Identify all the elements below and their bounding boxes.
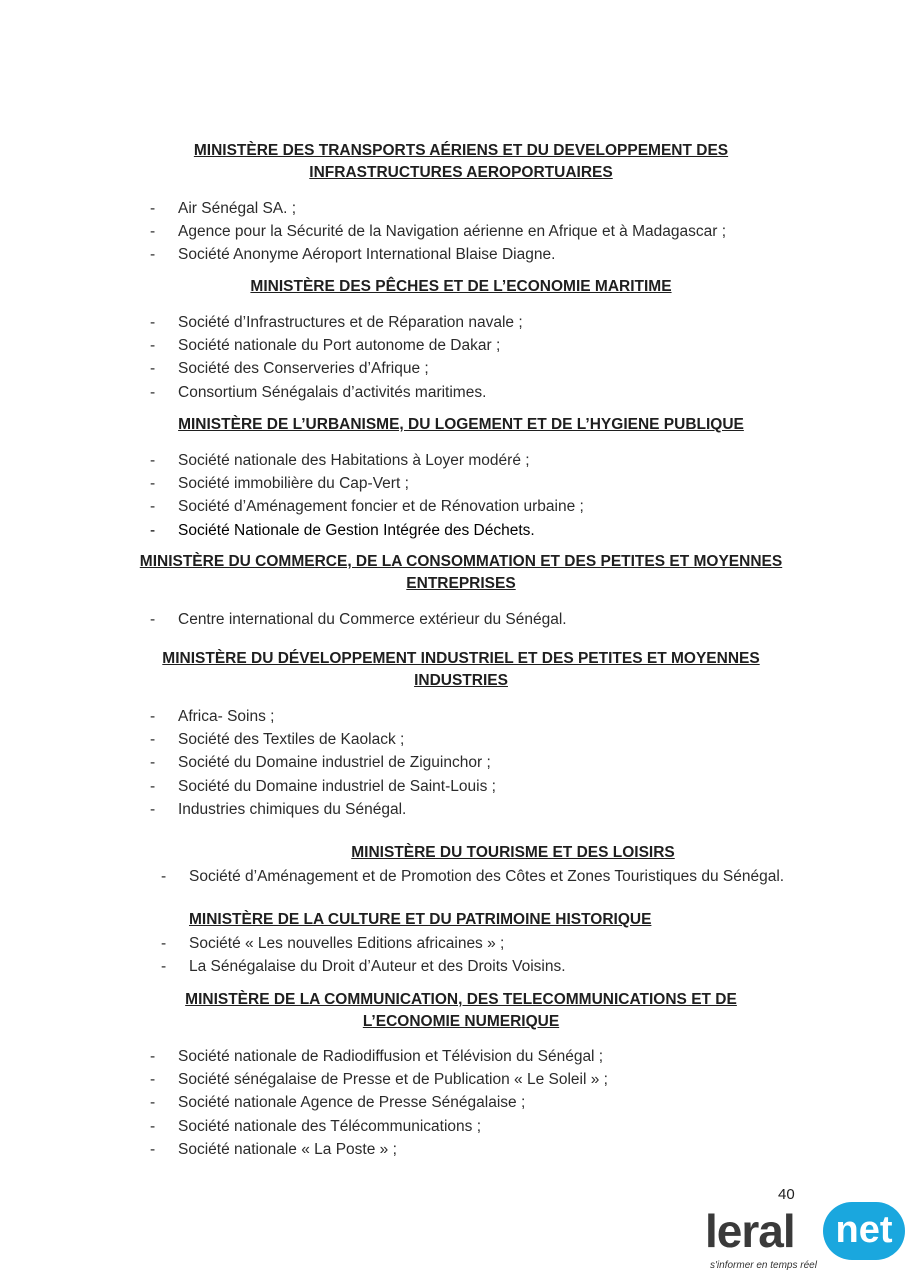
- logo-right-text: net: [823, 1202, 905, 1260]
- list-urbanisme: [150, 449, 830, 542]
- page-number: 40: [778, 1186, 795, 1203]
- list-item: - Société des Textiles de Kaolack ;: [150, 731, 405, 749]
- list-item: - Société « Les nouvelles Editions africaines » ;: [161, 935, 505, 952]
- list-item: - Société nationale du Port autonome de Dakar ;: [150, 337, 501, 355]
- heading-communication: MINISTÈRE DE LA COMMUNICATION, DES TELECOMMUNICATIONS ET DE L’ECONOMIE NUMERIQUE: [185, 991, 737, 1030]
- heading-developpement-industriel: MINISTÈRE DU DÉVELOPPEMENT INDUSTRIEL ET DES PETITES ET MOYENNES INDUSTRIES: [162, 650, 760, 689]
- list-peches: [150, 311, 830, 404]
- heading-urbanisme: MINISTÈRE DE L’URBANISME, DU LOGEMENT ET DE L’HYGIENE PUBLIQUE: [178, 416, 744, 433]
- list-item: - La Sénégalaise du Droit d’Auteur et des Droits Voisins.: [161, 958, 566, 976]
- list-item: - Air Sénégal SA. ;: [150, 200, 297, 217]
- list-item: - Société d’Infrastructures et de Réparation navale ;: [150, 314, 523, 331]
- list-item: - Africa- Soins ;: [150, 708, 275, 725]
- logo-tagline: s'informer en temps réel: [710, 1260, 817, 1271]
- list-item: - Agence pour la Sécurité de la Navigation aérienne en Afrique et à Madagascar ;: [150, 223, 727, 241]
- list-item: - Société du Domaine industriel de Saint-Louis ;: [150, 777, 496, 795]
- list-item: - Société du Domaine industriel de Ziguinchor ;: [150, 754, 491, 772]
- list-item: - Société Anonyme Aéroport International Blaise Diagne.: [150, 246, 556, 264]
- list-communication: [150, 1045, 830, 1161]
- list-tourisme: [161, 865, 815, 888]
- list-item: - Société nationale Agence de Presse Sénégalaise ;: [150, 1094, 526, 1112]
- heading-commerce: MINISTÈRE DU COMMERCE, DE LA CONSOMMATION ET DES PETITES ET MOYENNES ENTREPRISES: [139, 553, 783, 592]
- list-commerce: [150, 608, 830, 631]
- list-transports-aeriens: [150, 197, 830, 267]
- list-item: - Société nationale « La Poste » ;: [150, 1140, 397, 1158]
- heading-tourisme: MINISTÈRE DU TOURISME ET DES LOISIRS: [351, 844, 675, 861]
- heading-culture: MINISTÈRE DE LA CULTURE ET DU PATRIMOINE HISTORIQUE: [189, 911, 652, 928]
- list-item: - Société d’Aménagement foncier et de Rénovation urbaine ;: [150, 498, 584, 516]
- list-developpement-industriel: [150, 705, 830, 821]
- list-item: - Société Nationale de Gestion Intégrée des Déchets.: [150, 521, 535, 539]
- list-item: - Consortium Sénégalais d’activités maritimes.: [150, 383, 487, 401]
- list-item: - Société sénégalaise de Presse et de Publication « Le Soleil » ;: [150, 1071, 608, 1089]
- list-item: - Société des Conserveries d’Afrique ;: [150, 360, 429, 378]
- list-item: - Centre international du Commerce extérieur du Sénégal.: [150, 611, 567, 628]
- list-culture: [161, 932, 841, 978]
- list-item: - Industries chimiques du Sénégal.: [150, 800, 407, 818]
- heading-peches: MINISTÈRE DES PÊCHES ET DE L’ECONOMIE MARITIME: [250, 278, 672, 295]
- list-item: - Société nationale des Télécommunications ;: [150, 1117, 481, 1135]
- leralnet-logo: [705, 1200, 905, 1279]
- list-item: - Société immobilière du Cap-Vert ;: [150, 475, 409, 493]
- heading-transports-aeriens: MINISTÈRE DES TRANSPORTS AÉRIENS ET DU DEVELOPPEMENT DES INFRASTRUCTURES AEROPORTUAIRES: [193, 142, 729, 181]
- list-item: - Société nationale de Radiodiffusion et Télévision du Sénégal ;: [150, 1048, 604, 1065]
- logo-left-text: leral: [705, 1205, 795, 1257]
- list-item: - Société nationale des Habitations à Loyer modéré ;: [150, 452, 530, 469]
- list-item: - Société d’Aménagement et de Promotion des Côtes et Zones Touristiques du Sénégal.: [161, 868, 785, 885]
